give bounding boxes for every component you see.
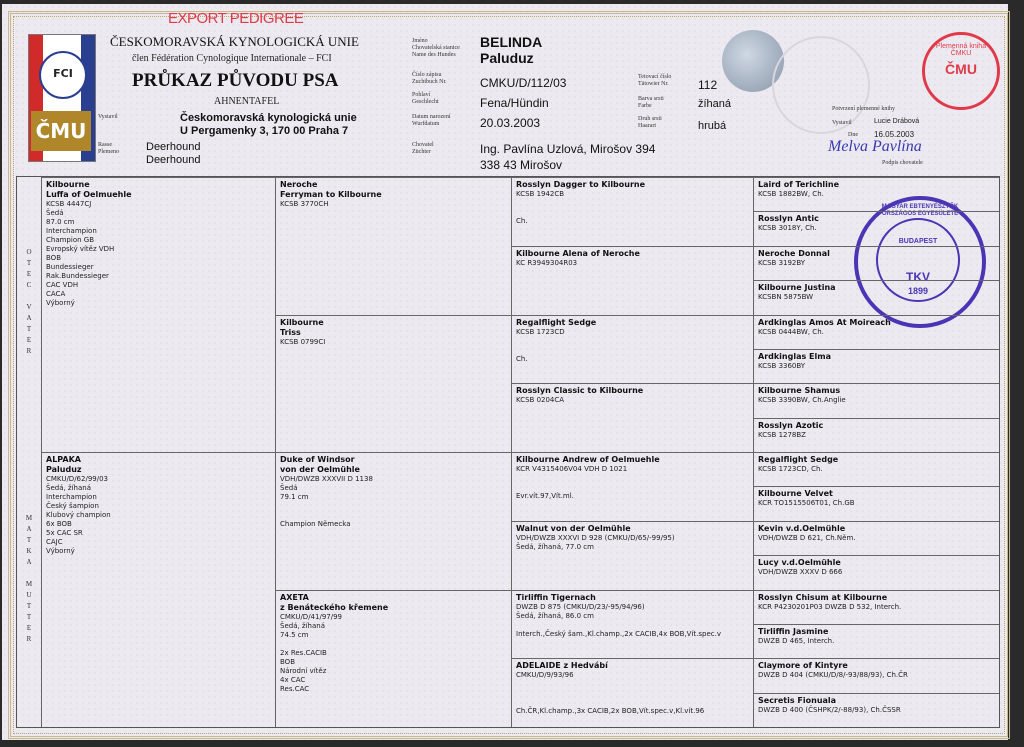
g4-cell [753, 280, 999, 314]
g4-name: Regalflight Sedge [758, 455, 839, 464]
g4-name: Laird of Terichline [758, 180, 840, 189]
g3-reg: KCR V4315406V04 VDH D 1021 [516, 465, 628, 473]
g2-name-2: von der Oelmühle [280, 465, 360, 474]
g3-name: ADELAIDE z Hedvábí [516, 661, 608, 671]
g4-reg: VDH/DWZB D 621, Ch.Něm. [758, 533, 856, 542]
g4-reg: VDH/DWZB XXXV D 666 [758, 568, 843, 577]
union-name: ČESKOMORAVSKÁ KYNOLOGICKÁ UNIE [110, 34, 359, 49]
g2-name: Kilbourne [280, 317, 324, 327]
g3-cell [511, 383, 753, 452]
g3-reg: KC R3949304R03 [516, 258, 578, 267]
dam-name-2: Paluduz [46, 465, 82, 474]
g4-name: Kevin v.d.Oelmühle [758, 523, 846, 533]
tattoo-value: 112 [698, 78, 718, 92]
breeder-address: 338 43 Mirošov [480, 158, 563, 172]
tattoo-label: Tetovací číslo Tätowier Nr. [638, 74, 672, 87]
g2-name: AXETA [280, 592, 309, 602]
g3-reg: KCSB 1723CD [516, 327, 565, 336]
studbook-stamp: Plemenná kniha ČMKU ČMU [922, 32, 1000, 110]
g3-extra: Evr.vít.97,Vít.ml. [516, 492, 574, 500]
date-label: Dne [848, 132, 858, 138]
g4-cell [753, 693, 999, 727]
breed-value-2: Deerhound [146, 154, 201, 166]
embossed-seal [772, 36, 870, 134]
breeder-signature: Melva Pavlína [828, 138, 922, 155]
g3-reg: KCSB 1942CB [516, 190, 565, 198]
g4-reg: KCSB 3390BW, Ch.Anglie [758, 396, 846, 405]
name-label: Jméno Chovatelská stanice Name des Hundes [412, 38, 460, 58]
g3-cell [511, 246, 753, 315]
document-title: PRŮKAZ PŮVODU PSA [132, 70, 339, 91]
g4-reg: KCSB 3018Y, Ch. [758, 224, 817, 233]
g4-name: Kilbourne Justina [758, 283, 836, 293]
g4-cell [753, 418, 999, 452]
g2-extra: Šedá, žíhaná 74.5 cm 2x Res.CACIB BOB Národní vítěz 4x CAC Res.CAC [280, 621, 327, 693]
sire-name-2: Luffa of Oelmuehle [46, 190, 132, 199]
cmu-logo-icon: ČMU [31, 111, 91, 151]
issue-date: 16.05.2003 [874, 130, 915, 139]
g4-reg: KCR P4230201P03 DWZB D 532, Interch. [758, 602, 902, 611]
g3-cell [511, 590, 753, 659]
dob-value: 20.03.2003 [480, 116, 541, 130]
g4-name: Ardkinglas Amos At Moireach [758, 317, 891, 327]
studbook-label: Číslo zápisu Zuchtbuch Nr. [412, 72, 447, 85]
g2-reg: CMKU/D/41/97/99 [280, 612, 342, 621]
g3-cell [511, 315, 753, 384]
g2-cell [275, 452, 511, 590]
issuer-name: Českomoravská kynologická unie [180, 112, 357, 124]
sire-height: 87.0 cm [46, 218, 75, 226]
coat-label: Druh srsti Haarart [638, 116, 662, 129]
g2-reg: VDH/DWZB XXXVII D 1138 [280, 475, 373, 483]
g3-cell [511, 452, 753, 521]
g3-cell [511, 177, 753, 246]
g4-reg: DWZB D 404 (CMKU/D/8/-93/88/93), Ch.ČR [758, 671, 908, 680]
dam-name: ALPAKA [46, 455, 81, 464]
g4-cell [753, 658, 999, 692]
sire-side-label: O T E C V A T E R [26, 248, 32, 355]
g2-cell [275, 315, 511, 453]
export-stamp: EXPORT PEDIGREE [168, 10, 304, 27]
confirm-label: Potvrzení plemenné knihy [832, 106, 895, 112]
breeder-label: Chovatel Züchter [412, 142, 434, 155]
g3-name: Rosslyn Dagger to Kilbourne [516, 180, 646, 189]
g2-cell [275, 177, 511, 315]
g3-extra: Šedá, žíhaná, 77.0 cm [516, 542, 594, 551]
dam-titles: Interchampion Český šampion Klubový champion 6x BOB 5x CAC SR CAJC Výborný [46, 493, 111, 555]
g3-reg: CMKU/D/9/93/96 [516, 671, 574, 680]
g3-cell [511, 521, 753, 590]
g4-name: Tirliffin Jasmine [758, 626, 829, 636]
g2-reg: KCSB 0799CI [280, 337, 326, 346]
sire-color: Šedá [46, 209, 64, 217]
g3-reg: DWZB D 875 (CMKU/D/23/-95/94/96) [516, 602, 645, 611]
studbook-number: CMKU/D/112/03 [480, 76, 567, 90]
g4-cell [753, 521, 999, 555]
g3-name: Walnut von der Oelmühle [516, 523, 631, 533]
g3-reg: VDH/DWZB XXXVI D 928 (CMKU/D/65/-99/95) [516, 533, 675, 542]
g4-name: Ardkinglas Elma [758, 351, 831, 361]
g4-cell [753, 590, 999, 624]
g4-cell [753, 315, 999, 349]
g4-reg: DWZB D 465, Interch. [758, 636, 835, 645]
sire-titles: Interchampion Champion GB Evropský vítěz VDH BOB Bundessieger Rak.Bundessieger CAC VDH CACA Výborný [46, 227, 115, 307]
g4-name: Kilbourne Shamus [758, 386, 841, 396]
cmu-stamp-icon: ČMU [945, 61, 977, 77]
g3-extra: Ch. [516, 217, 528, 225]
breed-label: Rasse Plemeno [98, 142, 119, 155]
g4-cell [753, 555, 999, 589]
color-value: žíhaná [698, 98, 732, 110]
g3-cell [511, 658, 753, 727]
breeder-name: Ing. Pavlína Uzlová, Mirošov 394 [480, 142, 656, 156]
g2-name: Duke of Windsor [280, 455, 355, 464]
g2-extra: Šedá 79.1 cm Champion Německa [280, 484, 351, 528]
sire-cell [41, 177, 275, 452]
document-subtitle: AHNENTAFEL [214, 96, 280, 107]
g4-reg: KCSB 3360BY [758, 361, 806, 370]
g4-reg: KCSB 1882BW, Ch. [758, 190, 824, 198]
coat-value: hrubá [698, 120, 727, 132]
g4-reg: KCSB 1723CD, Ch. [758, 465, 823, 473]
dam-side-label: M A T K A M U T T E R [25, 514, 33, 643]
issued-label: Vystavil [832, 120, 852, 126]
dog-kennel: Paluduz [480, 50, 534, 66]
g4-cell [753, 211, 999, 245]
g4-name: Lucy v.d.Oelmühle [758, 558, 841, 568]
dog-name: BELINDA [480, 34, 543, 50]
g3-extra: Ch. [516, 354, 528, 363]
pedigree-table [16, 176, 1000, 728]
cmu-fci-logo [28, 34, 96, 162]
g4-cell [753, 486, 999, 520]
fci-membership: člen Fédération Cynologique Internationale – FCI [132, 53, 332, 64]
g2-reg: KCSB 3770CH [280, 200, 329, 208]
g3-extra: Ch.ČR,Kl.champ.,3x CACIB,2x BOB,Vít.spec.v,Kl.vít.96 [516, 707, 705, 716]
g2-name-2: Ferryman to Kilbourne [280, 190, 382, 199]
g4-reg: KCSBN 5875BW [758, 293, 814, 302]
g3-name: Kilbourne Andrew of Oelmuehle [516, 455, 660, 464]
g3-name: Rosslyn Classic to Kilbourne [516, 386, 644, 396]
g3-reg: KCSB 0204CA [516, 396, 565, 405]
g2-name: Neroche [280, 180, 318, 189]
dam-cell [41, 452, 275, 727]
g2-cell [275, 590, 511, 728]
g4-reg: KCSB 0444BW, Ch. [758, 327, 824, 336]
dob-label: Datum narození Wurfdatum [412, 114, 451, 127]
fci-globe-icon: FCI [39, 51, 87, 99]
sex-value: Fena/Hündin [480, 96, 549, 110]
g4-name: Secretis Fionuala [758, 695, 837, 705]
g4-name: Rosslyn Azotic [758, 420, 824, 430]
issued-by: Lucie Drábová [874, 118, 920, 125]
g4-name: Rosslyn Antic [758, 214, 819, 224]
g4-reg: DWZB D 400 (ČSHPK/2/-88/93), Ch.ČSSR [758, 705, 901, 714]
g3-name: Tirliffin Tigernach [516, 592, 596, 602]
sex-label: Pohlaví Geschlecht [412, 92, 439, 105]
g4-reg: KCR TO1515506T01, Ch.GB [758, 499, 855, 508]
pedigree-document [2, 4, 1008, 740]
g4-reg: KCSB 1278BZ [758, 430, 806, 439]
issuer-address: U Pergamenky 3, 170 00 Praha 7 [180, 125, 349, 137]
g3-name: Regalflight Sedge [516, 317, 597, 327]
dam-reg: CMKU/D/62/99/03 [46, 475, 108, 483]
g4-cell [753, 246, 999, 280]
g4-cell [753, 349, 999, 383]
g4-name: Kilbourne Velvet [758, 489, 833, 499]
g3-name: Kilbourne Alena of Neroche [516, 248, 640, 258]
issuer-label: Vystavil [98, 114, 118, 120]
breed-value: Deerhound [146, 141, 201, 153]
g4-cell [753, 452, 999, 486]
hungarian-club-stamp: MAGYAR EBTENYÉSZTŐK ORSZÁGOS EGYESÜLETE BUDAPEST TKV 1899 [854, 196, 986, 328]
g2-name-2: z Benáteckého křemene [280, 602, 389, 612]
g4-cell [753, 177, 999, 211]
g4-cell [753, 383, 999, 417]
g4-name: Rosslyn Chisum at Kilbourne [758, 592, 888, 602]
g4-name: Claymore of Kintyre [758, 661, 848, 671]
dam-color: Šedá, žíhaná [46, 484, 92, 492]
g4-cell [753, 624, 999, 658]
g4-reg: KCSB 3192BY [758, 258, 806, 267]
sire-reg: KCSB 4447CJ [46, 200, 92, 208]
sire-name: Kilbourne [46, 180, 90, 189]
g4-name: Neroche Donnal [758, 248, 830, 258]
g3-extra: Šedá, žíhaná, 86.0 cm Interch.,Český šam.,Kl.champ.,2x CACIB,4x BOB,Vít.spec.v [516, 611, 721, 638]
signature-label: Podpis chovatele [882, 160, 923, 166]
color-label: Barva srsti Farbe [638, 96, 664, 109]
g2-name-2: Triss [280, 327, 301, 337]
